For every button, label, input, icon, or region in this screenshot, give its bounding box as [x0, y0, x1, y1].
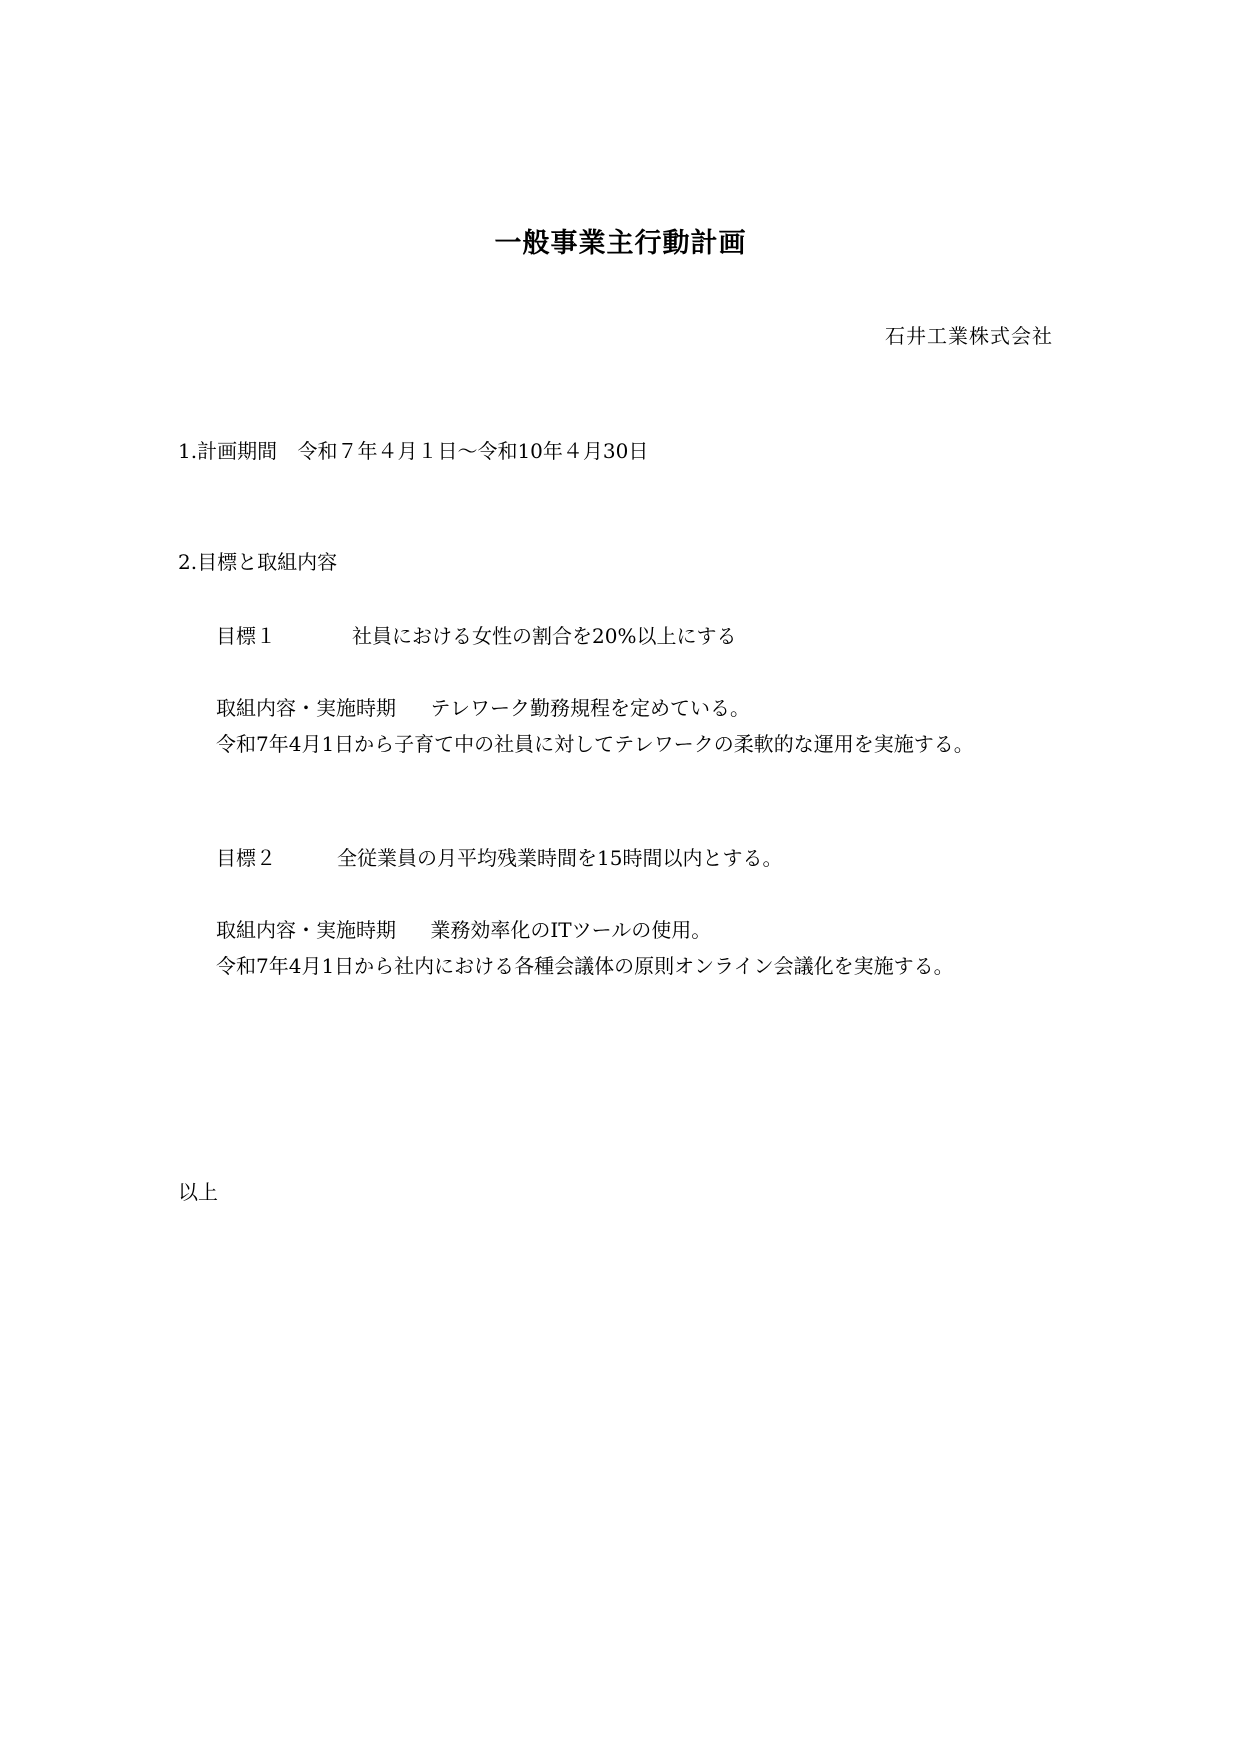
goal2-text: 全従業員の月平均残業時間を15時間以内とする。 [337, 846, 783, 870]
goal2-label: 目標２ [216, 846, 276, 870]
goal2-action [216, 920, 711, 940]
document-title: 一般事業主行動計画 [494, 228, 747, 259]
goal1-action-label: 取組内容・実施時期 [216, 696, 396, 720]
goal1-text: 社員における女性の割合を20%以上にする [352, 624, 737, 648]
goal2-detail: 令和7年4月1日から社内における各種会議体の原則オンライン会議化を実施する。 [216, 954, 954, 978]
plan-period [178, 441, 648, 461]
section2-heading: 2.目標と取組内容 [178, 550, 338, 574]
plan-period-value: 令和７年４月１日～令和10年４月30日 [297, 439, 649, 463]
goal1-label: 目標１ [216, 624, 276, 648]
plan-period-label: 1.計画期間 [178, 439, 278, 463]
goal2-action-label: 取組内容・実施時期 [216, 918, 396, 942]
company-name: 石井工業株式会社 [885, 324, 1053, 348]
goal2-action-text: 業務効率化のITツールの使用。 [430, 918, 712, 942]
goal1-detail: 令和7年4月1日から子育て中の社員に対してテレワークの柔軟的な運用を実施する。 [216, 732, 974, 756]
closing-text: 以上 [178, 1180, 218, 1204]
goal1-action-text: テレワーク勤務規程を定めている。 [430, 696, 750, 720]
goal1-action [216, 698, 750, 718]
